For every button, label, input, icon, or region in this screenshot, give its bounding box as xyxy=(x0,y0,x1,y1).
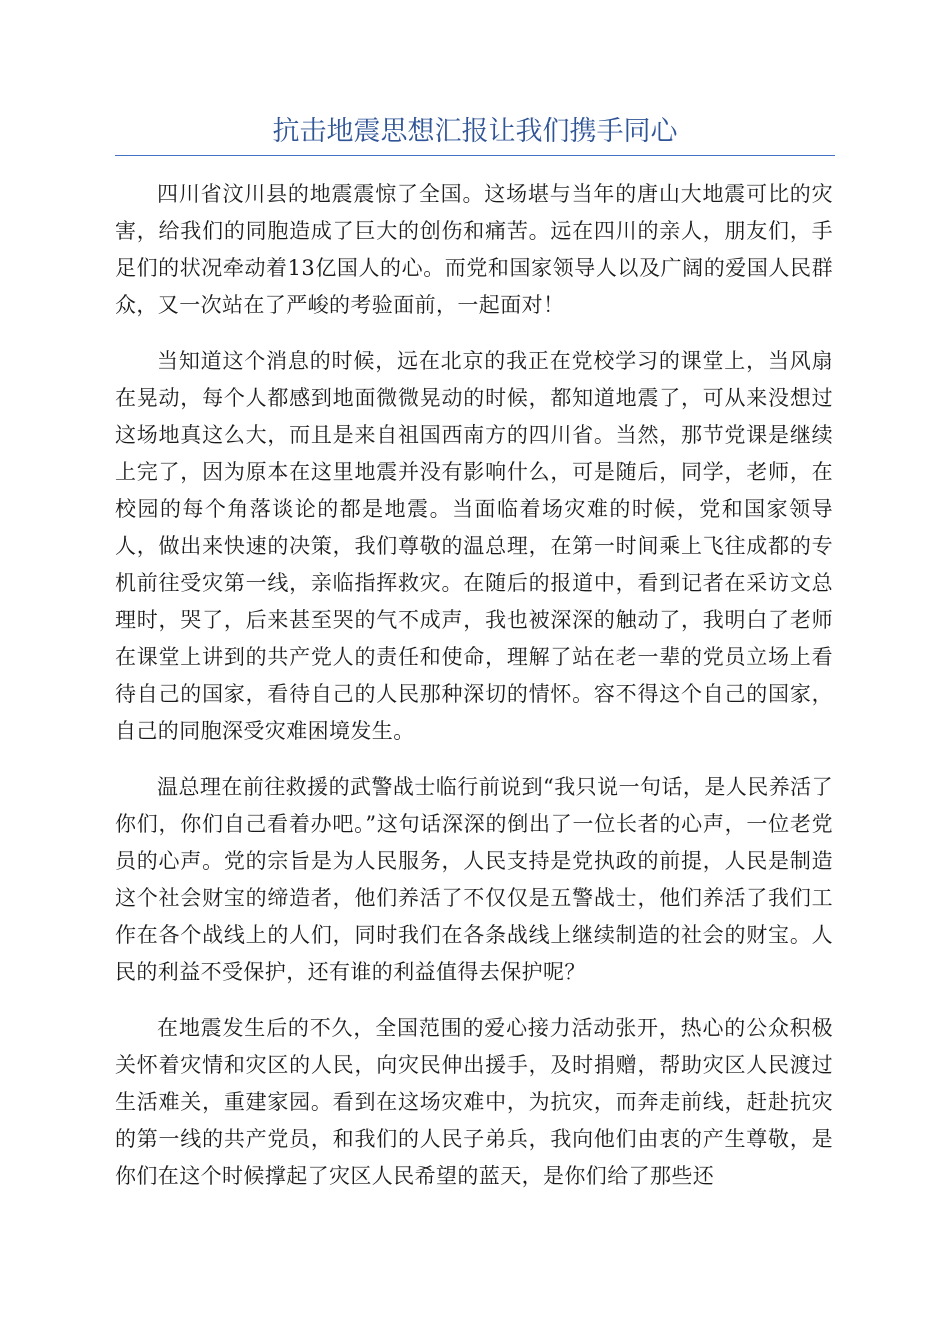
paragraph-3: 温总理在前往救援的武警战士临行前说到“我只说一句话，是人民养活了你们，你们自己看着办吧。”这句话深深的倒出了一位长者的心声，一位老党员的心声。党的宗旨是为人民服务，人民支持是党执政的前提，人民是制造这个社会财宝的缔造者，他们养活了不仅仅是五警战士，他们养活了我们工作在各个战线上的人们，同时我们在各条战线上继续制造的社会的财宝。人民的利益不受保护，还有谁的利益值得去保护呢？ xyxy=(115,775,833,984)
document-title: 抗击地震思想汇报让我们携手同心 xyxy=(272,116,678,147)
title-underline xyxy=(115,155,835,156)
paragraph-1: 四川省汶川县的地震震惊了全国。这场堪与当年的唐山大地震可比的灾害，给我们的同胞造成了巨大的创伤和痛苦。远在四川的亲人，朋友们，手足们的状况牵动着13亿国人的心。而党和国家领导人以及广阔的爱国人民群众，又一次站在了严峻的考验面前，一起面对！ xyxy=(115,182,833,317)
document-body xyxy=(115,176,833,1214)
paragraph-4: 在地震发生后的不久，全国范围的爱心接力活动张开，热心的公众积极关怀着灾情和灾区的人民，向灾民伸出援手，及时捐赠，帮助灾区人民渡过生活难关，重建家园。看到在这场灾难中，为抗灾，而奔走前线，赶赴抗灾的第一线的共产党员，和我们的人民子弟兵，我向他们由衷的产生尊敬，是你们在这个时候撑起了灾区人民希望的蓝天，是你们给了那些还 xyxy=(115,1016,833,1188)
paragraph-2: 当知道这个消息的时候，远在北京的我正在党校学习的课堂上，当风扇在晃动，每个人都感到地面微微晃动的时候，都知道地震了，可从来没想过这场地真这么大，而且是来自祖国西南方的四川省。当然，那节党课是继续上完了，因为原本在这里地震并没有影响什么，可是随后，同学，老师，在校园的每个角落谈论的都是地震。当面临着场灾难的时候，党和国家领导人，做出来快速的决策，我们尊敬的温总理，在第一时间乘上飞往成都的专机前往受灾第一线，亲临指挥救灾。在随后的报道中，看到记者在采访文总理时，哭了，后来甚至哭的气不成声，我也被深深的触动了，我明白了老师在课堂上讲到的共产党人的责任和使命，理解了站在老一辈的党员立场上看待自己的国家，看待自己的人民那种深切的情怀。容不得这个自己的国家，自己的同胞深受灾难困境发生。 xyxy=(115,349,833,743)
